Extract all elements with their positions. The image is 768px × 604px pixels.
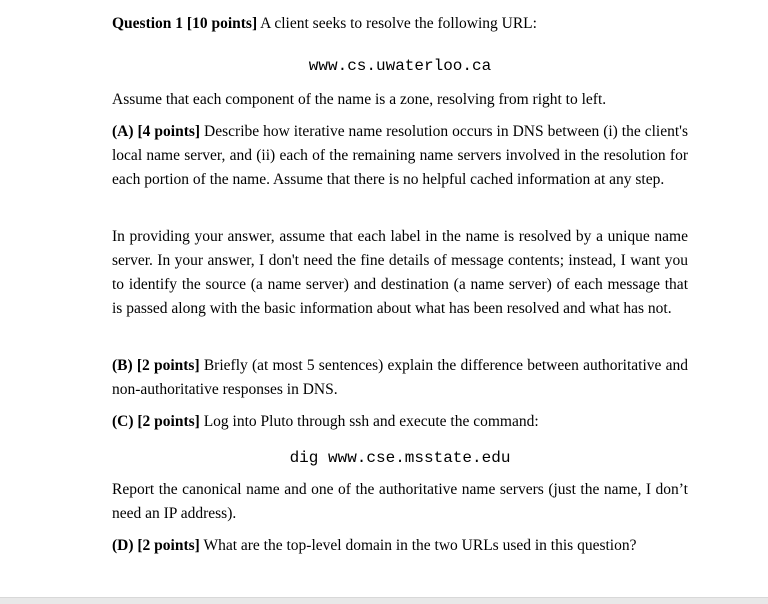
dig-command-code: dig www.cse.msstate.edu: [289, 449, 511, 467]
part-c: [112, 410, 688, 434]
part-a: [112, 120, 688, 192]
question-1-label: Question 1 [10 points]: [112, 15, 258, 32]
part-a-text: Describe how iterative name resolution occurs in DNS between (i) the client's local name server, and (ii) each of the remaining name servers involved in the resolution for each portion of the name. Assume that there is no helpful cached information at any step.: [112, 123, 688, 188]
part-c-label: (C) [2 points]: [112, 413, 200, 430]
part-d-text: What are the top-level domain in the two URLs used in this question?: [199, 537, 637, 554]
report-text: Report the canonical name and one of the authoritative name servers (just the name, I don’t need an IP address).: [112, 481, 688, 522]
part-a-label: (A) [4 points]: [112, 123, 201, 140]
assumption-text: Assume that each component of the name is a zone, resolving from right to left.: [112, 91, 607, 108]
providing-answer-text: In providing your answer, assume that each label in the name is resolved by a unique name server. In your answer, I don't need the fine details of message contents; instead, I want you to identify the source (a name server) and destination (a name server) of each message that is passed along with the basic information about what has been resolved and what has not.: [112, 228, 688, 317]
part-b-label: (B) [2 points]: [112, 357, 200, 374]
question-1-text: A client seeks to resolve the following URL:: [257, 15, 537, 32]
part-b: [112, 354, 688, 402]
part-d-label: (D) [2 points]: [112, 537, 200, 554]
part-c-text: Log into Pluto through ssh and execute the command:: [199, 413, 539, 430]
part-b-text: Briefly (at most 5 sentences) explain the difference between authoritative and non-authoritative responses in DNS.: [112, 357, 688, 398]
part-d: [112, 534, 688, 558]
question-1-heading: [112, 12, 688, 36]
url-code: www.cs.uwaterloo.ca: [308, 57, 492, 75]
